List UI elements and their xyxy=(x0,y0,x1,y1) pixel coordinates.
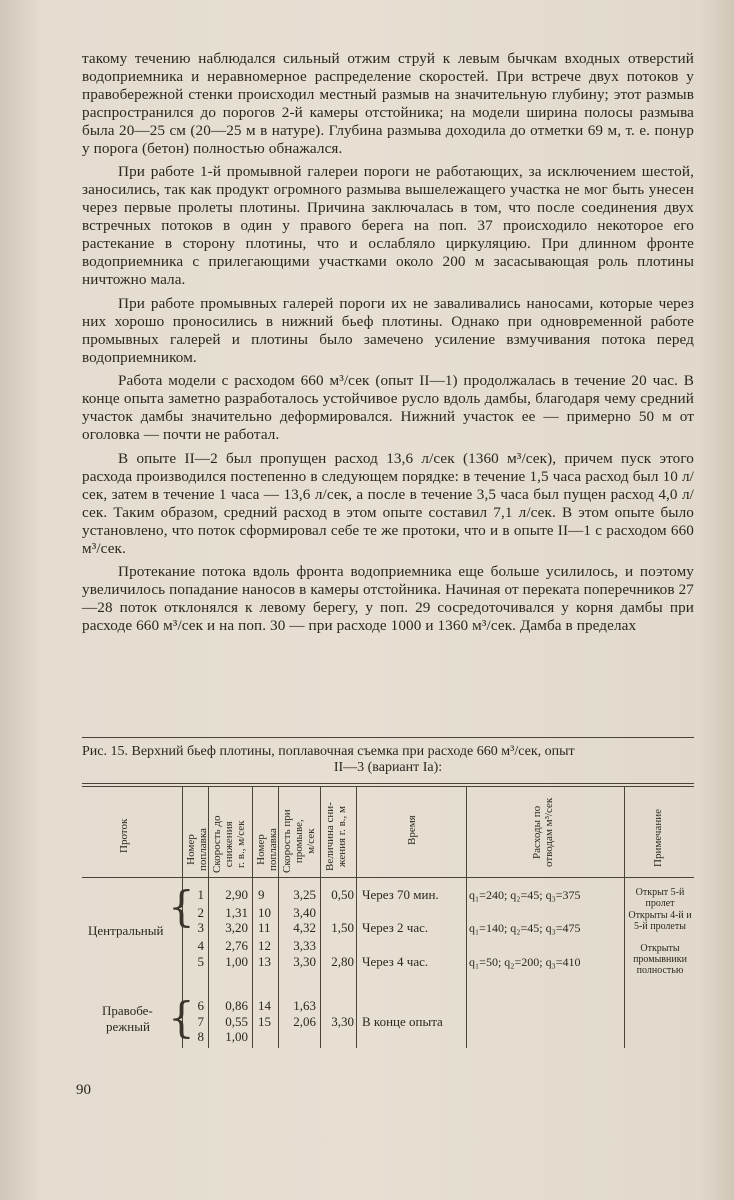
col-rule xyxy=(208,786,209,1048)
paragraph: При работе 1-й промывной галереи пороги не работающих, за исключением шестой, заносились, так как продукт огромного размыва вышележащего участка не мог быть унесен через первые пролеты плотины. Причина заключалась в том, что после соединения двух встречных потоков в один у правого берега на поп. 37 происходило некоторое его растекание в сторону плотины, что и ослабляло циркуляцию. При длинном фронте водоприемника с прилегающими участками около 200 м засасывающая роль плотины ничтожно мала. xyxy=(82,163,694,288)
float-survey-table xyxy=(82,783,694,1053)
group-name: Центральный xyxy=(88,923,164,938)
table-note: Открыт 5-й пролет xyxy=(635,887,685,909)
body-text xyxy=(82,50,694,641)
header-float-number: Номер поплавка xyxy=(185,828,209,871)
paragraph: При работе промывных галерей пороги их не заваливались наносами, которые через них хорошо проносились в нижний бьеф плотины. Однако при одновременной работе промывных галерей и плотины было замечено усиление взмучивания потока перед водоприемником. xyxy=(82,294,694,366)
table-cell: Через 4 час. xyxy=(362,954,429,969)
table-cell: 6 xyxy=(197,998,204,1013)
table-cell: 1,31 xyxy=(225,905,248,920)
table-note: Открыты промывники полностью xyxy=(633,943,687,976)
table-cell: Через 70 мин. xyxy=(362,887,439,902)
table-cell: 7 xyxy=(197,1014,204,1029)
paragraph: Протекание потока вдоль фронта водоприемника еще больше усилилось, и поэтому увеличилось попадание наносов в камеры отстойника. Начиная от переката поперечников 27—28 поток отклонялся к левому берегу, у поп. 29 сосредоточивался у корня дамбы при расходе 660 м³/сек и на поп. 30 — при расходе 1000 и 1360 м³/сек. Дамба в пределах xyxy=(82,563,694,635)
caption-line-1: Рис. 15. Верхний бьеф плотины, поплавочная съемка при расходе 660 м³/сек, опыт xyxy=(82,744,575,759)
table-cell: 1,00 xyxy=(225,954,248,969)
paragraph: В опыте II—2 был пропущен расход 13,6 л/сек (1360 м³/сек), причем пуск этого расхода производился постепенно в следующем порядке: в течение 1,5 часа расход был 10 л/сек, затем в течение 1 часа — 13,6 л/сек, а после в течение 3,5 часа был пущен расход 4,0 л/сек. Таким образом, средний расход в этом опыте составил 7,1 л/сек. В этом опыте было установлено, что поток сформировал себе те же протоки, что и в опыте II—1 с расходом 660 м³/сек. xyxy=(82,450,694,557)
col-rule xyxy=(466,786,467,1048)
table-cell: 3,30 xyxy=(331,1014,354,1029)
table-note: Открыты 4-й и 5-й пролеты xyxy=(628,910,692,932)
table-cell: 3,33 xyxy=(293,938,316,953)
table-cell: 3,40 xyxy=(293,905,316,920)
table-cell: 2 xyxy=(197,905,204,920)
table-cell: q₁=140; q₂=45; q₃=475 xyxy=(469,921,581,935)
table-cell: 4,32 xyxy=(293,920,316,935)
table-cell: 2,90 xyxy=(225,887,248,902)
table-cell: 0,50 xyxy=(331,887,354,902)
group-brace: { xyxy=(168,882,195,931)
table-cell: 0,86 xyxy=(225,998,248,1013)
figure-caption xyxy=(82,744,694,776)
table-cell: 3,20 xyxy=(225,920,248,935)
header-protok: Проток xyxy=(118,818,130,853)
table-cell: 1 xyxy=(197,887,204,902)
header-note: Примечание xyxy=(652,809,664,867)
header-speed-before: Скорость до снижения г. в., м/сек xyxy=(211,815,247,873)
table-cell: 3,25 xyxy=(293,887,316,902)
col-rule xyxy=(320,786,321,1048)
col-rule xyxy=(252,786,253,1048)
header-float-number: Номер поплавка xyxy=(255,828,279,871)
header-flows: Расходы по отводам м³/сек xyxy=(531,797,555,867)
table-cell: 11 xyxy=(258,920,271,935)
caption-line-2: II—3 (вариант Iа): xyxy=(333,760,443,775)
table-cell: q₁=50; q₂=200; q₃=410 xyxy=(469,955,581,969)
header-time: Время xyxy=(406,815,418,845)
table-cell: 1,63 xyxy=(293,998,316,1013)
table-rule-top xyxy=(82,783,694,784)
table-cell: 10 xyxy=(258,905,271,920)
table-cell: 8 xyxy=(197,1029,204,1044)
group-name: Правобе- xyxy=(102,1003,153,1018)
page-number: 90 xyxy=(76,1082,91,1098)
table-cell: 5 xyxy=(197,954,204,969)
table-cell: 4 xyxy=(197,938,204,953)
table-cell: 2,76 xyxy=(225,938,248,953)
table-cell: В конце опыта xyxy=(362,1014,443,1029)
table-cell: 2,06 xyxy=(293,1014,316,1029)
table-cell: q₁=240; q₂=45; q₃=375 xyxy=(469,888,581,902)
col-rule xyxy=(356,786,357,1048)
table-cell: 3 xyxy=(197,920,204,935)
header-level-drop: Величина сни- жения г. в., м xyxy=(324,802,348,871)
group-brace: { xyxy=(168,993,195,1042)
table-cell: 9 xyxy=(258,887,265,902)
table-cell: 14 xyxy=(258,998,271,1013)
group-name: режный xyxy=(106,1019,150,1034)
table-cell: 0,55 xyxy=(225,1014,248,1029)
table-rule-top-2 xyxy=(82,786,694,787)
table-cell: 1,00 xyxy=(225,1029,248,1044)
table-cell: 15 xyxy=(258,1014,271,1029)
header-speed-flush: Скорость при промыве, м/сек xyxy=(281,809,317,873)
table-cell: 1,50 xyxy=(331,920,354,935)
table-cell: 2,80 xyxy=(331,954,354,969)
paragraph: такому течению наблюдался сильный отжим струй к левым бычкам входных отверстий водоприемника и неравномерное распределение скоростей. При встрече двух потоков у правобережной стенки происходил местный размыв на значительную глубину; этот размыв распространился до порогов 2-й камеры отстойника; на модели ширина полосы размыва была 20—25 см (20—25 м в натуре). Глубина размыва доходила до отметки 69 м, т. е. понур у порога (бетон) полностью обнажался. xyxy=(82,50,694,157)
table-cell: 12 xyxy=(258,938,271,953)
paragraph: Работа модели с расходом 660 м³/сек (опыт II—1) продолжалась в течение 20 час. В конце опыта заметно разработалось устойчивое русло вдоль дамбы, благодаря чему средний участок дамбы значительно деформировался. Нижний участок ее — примерно 50 м от оголовка — почти не работал. xyxy=(82,372,694,444)
caption-rule xyxy=(82,737,694,738)
table-cell: Через 2 час. xyxy=(362,920,429,935)
col-rule xyxy=(278,786,279,1048)
table-cell: 13 xyxy=(258,954,271,969)
table-cell: 3,30 xyxy=(293,954,316,969)
header-rule xyxy=(82,877,694,878)
